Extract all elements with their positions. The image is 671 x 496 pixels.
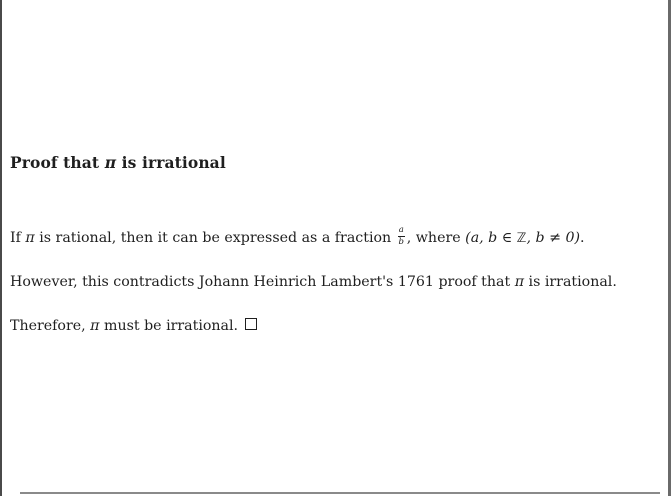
condition-close: , b ≠ 0) [526, 230, 581, 246]
condition-open: (a, b ∈ [465, 230, 517, 246]
integers-set-symbol: ℤ [516, 231, 527, 246]
fraction-a-over-b [398, 226, 405, 246]
line1-text-a: If [10, 230, 26, 246]
bottom-divider [20, 492, 660, 494]
line1-text-b: is rational, then it can be expressed as a fraction [34, 230, 396, 246]
line2-pi-symbol: π [514, 274, 525, 290]
line2-text-a: However, this contradicts Johann Heinrich Lambert's 1761 proof that [10, 274, 515, 290]
fraction-denominator: b [398, 236, 404, 247]
title-prefix: Proof that [10, 153, 105, 172]
proof-line-conclusion [10, 318, 257, 334]
line1-pi-symbol: π [25, 230, 35, 246]
fraction-numerator: a [398, 225, 404, 235]
line1-text-c: , where [406, 230, 466, 246]
line3-pi-symbol: π [90, 318, 100, 334]
title-pi-symbol: π [104, 153, 117, 172]
line3-text-a: Therefore, [10, 318, 91, 334]
line1-text-end: . [580, 230, 585, 246]
page-title [10, 153, 226, 172]
line3-text-b: must be irrational. [99, 318, 243, 334]
title-suffix: is irrational [116, 153, 226, 172]
qed-square-icon [245, 318, 257, 330]
proof-line-contradiction [10, 274, 617, 290]
proof-line-assumption [10, 225, 585, 248]
line2-text-b: is irrational. [524, 274, 617, 290]
